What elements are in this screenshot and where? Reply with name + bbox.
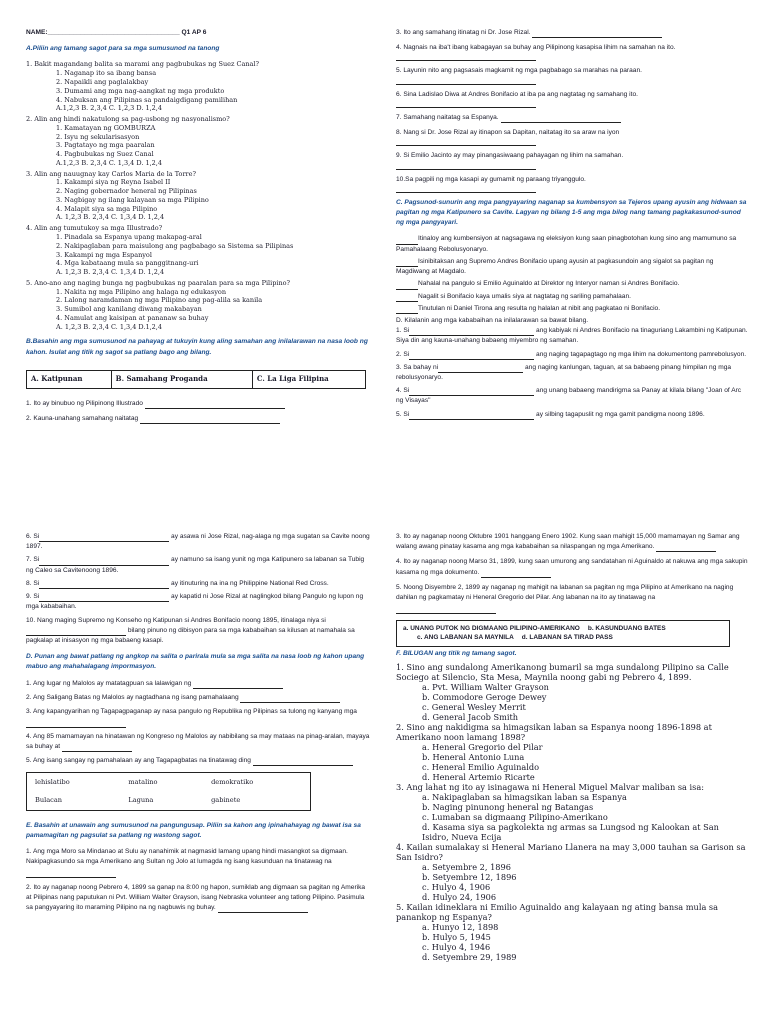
ordering-text: Tinutulan ni Daniel Tirona ang resulta ng halalan at nibit ang pagkatao ni Bonifacio.: [418, 304, 661, 312]
instruction-f: F. BILUGAN ang titik ng tamang sagot.: [396, 650, 517, 658]
answer-blank[interactable]: [532, 37, 662, 38]
answer-option[interactable]: d. Kasama siya sa pagkolekta ng armas sa Lungsod ng Kalookan at San Isidro, Nueva Ecija: [422, 822, 719, 843]
women-identification-list: [396, 326, 748, 420]
answer-options[interactable]: A.1,2,3 B. 2,3,4 C. 1,3,4 D. 1,2,4: [56, 158, 163, 167]
question-statement: 3. Pagtatayo ng mga paaralan: [56, 141, 155, 150]
question-item: [396, 902, 748, 962]
answer-blank[interactable]: [396, 301, 418, 302]
answer-blank[interactable]: [62, 751, 132, 752]
answer-option[interactable]: d. General Jacob Smith: [422, 712, 519, 723]
question-item: [26, 279, 370, 332]
item-text: 2. Ito ay naganap noong Pebrero 4, 1899 sa ganap na 8:00 ng hapon, sumiklab ang digmaan sa pagitan ng Amerika at Pilipinas nang paputukan ni Pvt. William Walter Grayson, isang Nebraska volunteer ang tatlong Pilipino. Pasimula sa pangyayaring ito maraming Pilipino na ng nagbuwis ng buhay.: [26, 883, 366, 912]
ordering-item: [396, 257, 748, 277]
question-item: [396, 842, 748, 902]
answer-blank[interactable]: [253, 765, 353, 766]
question-statement: 1. Nakita ng mga Pilipino ang halaga ng edukasyon: [56, 287, 227, 296]
event-item: [396, 583, 748, 614]
answer-option[interactable]: c. Heneral Emilio Aguinaldo: [422, 762, 540, 773]
fill-in-item: [26, 693, 370, 703]
multiple-choice-list: [26, 60, 370, 331]
ordering-item: [396, 304, 748, 314]
worksheet-page-3: [0, 512, 384, 1024]
association-statements: [396, 28, 748, 193]
statement-line: [396, 90, 748, 108]
circle-answer-list: [396, 662, 748, 962]
statement-text: 9. Si Emilio Jacinto ay may pinangasiwaang pahayagan ng lihim na samahan.: [396, 152, 624, 160]
item-text: bilang pinuno ng dibisyon para sa mga kababaihan sa kilusan at namahala sa pagkalap at inisasyon ng mga babaeng kasapi.: [26, 626, 355, 644]
word-choice: matalino: [128, 778, 158, 787]
answer-blank[interactable]: [409, 419, 534, 420]
item-text: 3. Ang kapangyarihan ng Tagapagpaganap ay nasa pangulo ng Republika ng Pilipinas sa tulong ng kanyang mga: [26, 708, 357, 716]
answer-option[interactable]: a. Setyembre 2, 1896: [422, 862, 511, 873]
statement-text: 4. Nagnais na iba't ibang kabagayan sa buhay ang Pilipinong kasapisa lihim na samahan na ito.: [396, 44, 676, 52]
item-prefix: 10. Nang maging Supremo ng Konseho ng Katipunan si Andres Bonifacio noong 1895, itinalaga niya si: [26, 616, 326, 624]
ordering-list: [396, 234, 748, 314]
question-statement: 4. Namulat ang kaisipan at pananaw sa buhay: [56, 313, 209, 322]
answer-option[interactable]: c. Hulyo 4, 1946: [422, 942, 491, 953]
answer-blank[interactable]: [26, 727, 126, 728]
item-prefix: 8. Si: [26, 579, 40, 587]
item-text: 2. Ang Saligang Batas ng Malolos ay nagtadhana ng isang pamahalaang: [26, 693, 239, 701]
answer-blank[interactable]: [39, 541, 169, 542]
identification-item: [396, 326, 748, 346]
answer-blank[interactable]: [26, 877, 116, 878]
question-statement: 2. Isyu ng sekularisasyon: [56, 132, 140, 141]
org-samahang-proganda: B. Samahang Proganda: [111, 370, 252, 388]
question-stem: 4. Kailan sumalakay si Heneral Mariano Llanera na may 3,000 tauhan sa Garison sa San Isidro?: [396, 842, 746, 863]
item-prefix: 2. Si: [396, 350, 410, 358]
question-statement: 1. Kakampi siya ng Reyna Isabel II: [56, 178, 171, 187]
answer-option[interactable]: d. Hulyo 24, 1906: [422, 892, 497, 903]
event-item: [396, 532, 748, 552]
answer-blank[interactable]: [396, 100, 536, 108]
answer-blank[interactable]: [39, 565, 169, 566]
item-text: ang naging kanlungan, taguan, at sa babaeng pinang himpilan ng mga rebolusyonaryo.: [396, 363, 732, 382]
worksheet-page-2: [384, 0, 768, 512]
identification-item: [396, 410, 748, 420]
statement-text: 3. Ito ang samahang itinatag ni Dr. Jose Rizal.: [396, 29, 531, 36]
instruction-c: C. Pagsunod-sunurin ang mga pangyayaring naganap sa kumbensyon sa Tejeros upang ayusin ang hidwaan sa pagitan ng mga Katipunero sa Cavite. Lagyan ng bilang 1-5 ang mga bilog nang tamang pagkakasunod-sunod ng mga pangyayari.: [396, 198, 747, 227]
identification-item: [26, 532, 370, 552]
question-statement: 4. Mga kabataang mula sa panggitnang-uri: [56, 259, 199, 268]
question-stem: 1. Sino ang sundalong Amerikanong bumaril sa mga sundalong Pilipino sa Calle Sociego at Silencio, Sta Mesa, Maynila noong gabi ng Pebrero 4, 1899.: [396, 662, 729, 683]
answer-blank[interactable]: [409, 359, 534, 360]
answer-blank[interactable]: [656, 551, 716, 552]
item-text: ay itinuturing na ina ng Philippine National Red Cross.: [171, 579, 329, 587]
statement-line: [396, 128, 748, 146]
item-text: 1. Ang lugar ng Malolos ay matatagpuan sa lalawigan ng: [26, 679, 192, 687]
item-prefix: 3. Sa bahay ni: [396, 363, 439, 371]
answer-option[interactable]: b. Setyembre 12, 1896: [422, 872, 517, 883]
fill-in-item: [26, 679, 370, 689]
answer-option[interactable]: a. Hunyo 12, 1898: [422, 922, 499, 933]
question-statement: 1. Naganap ito sa ibang bansa: [56, 69, 157, 78]
answer-blank[interactable]: [396, 244, 418, 245]
instruction-d: D. Kilalanin ang mga kababaihan na inilalarawan sa bawat bilang.: [396, 316, 589, 324]
ordering-item: [396, 292, 748, 302]
question-stem: 3. Alin ang nauugnay kay Carlos Maria de la Torre?: [26, 169, 196, 178]
question-item: [26, 60, 370, 113]
answer-blank[interactable]: [26, 635, 126, 636]
event-choice-box: [396, 620, 730, 648]
statement-line: [396, 175, 748, 193]
question-stem: 2. Sino ang nakidigma sa himagsikan laban sa Espanya noong 1896-1898 at Amerikano noon lamang 1898?: [396, 722, 712, 743]
item-prefix: 9. Si: [26, 593, 40, 601]
fill-in-list: [26, 679, 370, 767]
answer-option[interactable]: d. Setyembre 29, 1989: [422, 952, 517, 963]
event-identification-list: [26, 847, 370, 913]
answer-blank[interactable]: [218, 912, 308, 913]
question-stem: 5. Kailan idineklara ni Emilio Aguinaldo ang kalayaan ng ating bansa mula sa panankop ng Espanya?: [396, 902, 719, 923]
b-item: 2. Kauna-unahang samahang naitatag: [26, 414, 370, 424]
answer-blank[interactable]: [145, 408, 285, 409]
answer-blank[interactable]: [396, 138, 536, 146]
instruction-b: B.Basahin ang mga sumusunod na pahayag at tukuyin kung aling samahan ang inilalarawan na nasa loob ng kahon. Isulat ang titik ng sagot sa patlang bago ang bilang.: [26, 338, 368, 356]
statement-line: [396, 43, 748, 61]
statement-text: 10.Sa pagpili ng mga kasapi ay gumamit ng paraang triyanggulo.: [396, 175, 586, 183]
worksheet-page-4: [384, 512, 768, 1024]
answer-option[interactable]: b. Heneral Antonio Luna: [422, 752, 525, 763]
question-stem: 4. Alin ang tumutukoy sa mga Illustrado?: [26, 224, 163, 233]
answer-blank[interactable]: [39, 588, 169, 589]
ordering-item: [396, 234, 748, 254]
instruction-a: A.Piliin ang tamang sagot para sa mga sumusunod na tanong: [26, 45, 220, 53]
word-choice: gabinete: [211, 796, 241, 805]
question-statement: 4. Malapit siya sa mga Pilipino: [56, 204, 158, 213]
answer-blank[interactable]: [396, 185, 536, 193]
word-box: [26, 772, 311, 810]
statement-line: [396, 151, 748, 169]
question-statement: 2. Napaikli ang paglalakbay: [56, 77, 149, 86]
question-statement: 2. Lalong naramdaman ng mga Pilipino ang pag-alila sa kanila: [56, 296, 263, 305]
choice-c: c. ANG LABANAN SA MAYNILA: [417, 634, 514, 642]
statement-line: [396, 66, 748, 84]
item-prefix: 1. Si: [396, 327, 410, 335]
women-identification-continued: [26, 532, 370, 646]
worksheet-page-1: [0, 0, 384, 512]
identification-item: [396, 386, 748, 406]
answer-blank[interactable]: [396, 313, 418, 314]
org-katipunan: A. Katipunan: [27, 370, 112, 388]
answer-blank[interactable]: [481, 577, 551, 578]
answer-blank[interactable]: [396, 53, 536, 61]
answer-blank[interactable]: [140, 423, 280, 424]
question-stem: 1. Bakit magandang balita sa marami ang pagbubukas ng Suez Canal?: [26, 60, 259, 69]
event-item: [26, 847, 370, 878]
question-statement: 2. Nakipaglaban para maisulong ang pagbabago sa Sistema sa Pilipinas: [56, 241, 294, 250]
ordering-text: Nahalal na pangulo si Emilio Aguinaldo at Direktor ng Interyor naman si Andres Bonifacio.: [418, 280, 680, 288]
answer-option[interactable]: c. Hulyo 4, 1906: [422, 882, 491, 893]
organization-choices: [26, 370, 366, 389]
question-item: [26, 115, 370, 168]
statement-line: [396, 113, 748, 123]
answer-blank[interactable]: [396, 613, 496, 614]
event-identification-continued: [396, 532, 748, 614]
item-prefix: 7. Si: [26, 556, 40, 564]
fill-in-item: [26, 732, 370, 752]
event-item: [396, 557, 748, 577]
identification-item: [26, 616, 370, 647]
word-choice: lehislatibo: [35, 778, 70, 787]
item-text: 1. Ang mga Moro sa Mindanao at Sulu ay nanahimik at nagmasid lamang upang hindi masangkot sa digmaan. Nakipagkasundo sa mga Amerikano ang Sultan ng Jolo at lumagda ng isang kasunduan na tinatawag na: [26, 848, 348, 866]
question-statement: 4. Pagbubukas ng Suez Canal: [56, 150, 154, 159]
ordering-text: Itinaloy ang kumbensiyon at nagsagawa ng eleksiyon kung saan pinagbotohan kung sino ang mamumuno sa Pamahalaang Rebolusyonaryo.: [396, 235, 737, 253]
answer-blank[interactable]: [240, 702, 340, 703]
org-la-liga-filipina: C. La Liga Filipina: [252, 370, 365, 388]
answer-blank[interactable]: [396, 77, 536, 85]
choice-d: d. LABANAN SA TIRAD PASS: [521, 634, 613, 642]
statement-text: 6. Sina Ladislao Diwa at Andres Bonifacio at iba pa ang nagtatag ng samahang ito.: [396, 90, 638, 98]
question-statement: 1. Pinadala sa Espanya upang makapag-aral: [56, 232, 202, 241]
question-stem: 5. Ano-ano ang naging bunga ng pagbubukas ng paaralan para sa mga Pilipino?: [26, 278, 291, 287]
fill-in-item: [26, 707, 370, 727]
item-text: ang naging tagapagtago ng mga lihim na dokumentong pamrebolusyon.: [536, 350, 747, 358]
word-choice: demokratiko: [211, 778, 254, 787]
word-choice: Laguna: [128, 796, 154, 805]
statement-text: 8. Nang si Dr. Jose Rizal ay itinapon sa Dapitan, naitatag ito sa araw na iyon: [396, 129, 620, 137]
item-text: ang kabiyak ni Andres Bonifacio na tinaguriang Lakambini ng Katipunan. Siya din ang kauna-unahang babaeng miyembro ng samahan.: [396, 327, 748, 345]
item-text: 4. Ang 85 mamamayan na hinatawan ng Kongreso ng Malolos ay nabibilang sa may mataas na pinag-aralan, mayaya sa buhay at: [26, 732, 370, 750]
instruction-d2: D. Punan ang bawat patlang ng angkop na salita o parirala mula sa mga salita na nasa loob ng kahon upang mabuo ang mahahalagang impormasyon.: [26, 653, 365, 671]
ordering-text: Nagalit si Bonifacio kaya umalis siya at nagtatag ng sariling pamahalaan.: [418, 292, 631, 300]
answer-option[interactable]: a. Pvt. William Walter Grayson: [422, 682, 549, 693]
question-item: [26, 224, 370, 277]
answer-option[interactable]: b. Naging pinunong heneral ng Batangas: [422, 802, 594, 813]
item-text: ay namuno sa isang yunit ng mga Katipunero sa labanan sa Tubig ng Caleo sa Cavitenoong 1896.: [26, 556, 365, 574]
question-statement: 1. Kamatayan ng GOMBURZA: [56, 123, 156, 132]
question-statement: 3. Nagbigay ng ilang kalayaan sa mga Pilipino: [56, 195, 209, 204]
question-statement: 4. Nabuksan ang Pilipinas sa pandaigdigang pamilihan: [56, 95, 238, 104]
answer-options[interactable]: A. 1,2,3 B. 2,3,4 C. 1,3,4 D. 1,2,4: [56, 213, 165, 222]
item-prefix: 4. Si: [396, 387, 410, 395]
answer-option[interactable]: c. General Wesley Merrit: [422, 702, 526, 713]
question-statement: 3. Dumami ang mga nag-aangkat ng mga produkto: [56, 86, 225, 95]
item-text: 4. Ito ay naganap noong Marso 31, 1899, kung saan umurong ang sandatahan ni Aguinaldo at nakuwa ang mga sakupin kasama ng mga dokumento.: [396, 558, 748, 576]
name-header: NAME:____________________________________ Q1 AP 6: [26, 29, 207, 36]
choice-a: a. UNANG PUTOK NG DIGMAANG PILIPINO-AMERIKANO: [403, 624, 580, 632]
answer-blank[interactable]: [501, 122, 621, 123]
statement-text: 7. Samahang naitatag sa Espanya.: [396, 113, 499, 121]
choice-b: b. KASUNDUANG BATES: [587, 624, 666, 632]
answer-option[interactable]: d. Heneral Artemio Ricarte: [422, 772, 535, 783]
ordering-text: Isinibitaksan ang Supremo Andres Bonifacio upang ayusin at pagkasundoin ang sigalot sa pagitan ng Magdiwang at Magdalo.: [396, 257, 714, 276]
statement-text: 5. Layunin nito ang pagsasais magkamit ng mga pagbabago sa marahas na paraan.: [396, 67, 642, 75]
answer-option[interactable]: b. Commodore Geroge Dewey: [422, 692, 547, 703]
question-stem: 2. Alin ang hindi nakatulong sa pag-usbong ng nasyonalismo?: [26, 115, 230, 124]
question-item: [396, 722, 748, 782]
identification-item: [396, 363, 748, 383]
answer-option[interactable]: a. Nakipaglaban sa himagsikan laban sa Espanya: [422, 792, 627, 803]
item-text: 5. Noong Disyembre 2, 1899 ay naganap ng mahigit na labanan sa pagitan ng mga Pilipino at Amerikano na naging dahilan ng pagkamatay ni Heneral Gregorio del Pilar. Ang labanan na ito ay tinatawag na: [396, 583, 734, 602]
item-text: 3. Ito ay naganap noong Oktubre 1901 hanggang Enero 1902. Kung saan mahigit 15,000 mamamayan ng Samar ang walang awang pinatay kasama ang mga kababaihan sa nilaspangan ng mga Amerikano.: [396, 533, 740, 551]
identification-item: [26, 555, 370, 575]
answer-options[interactable]: A. 1,2,3 B. 2,3,4 C. 1,3,4 D. 1,2,4: [56, 268, 165, 277]
statement-line: [396, 28, 748, 38]
answer-option[interactable]: b. Hulyo 5, 1945: [422, 932, 491, 943]
question-statement: 3. Kakampi ng mga Espanyol: [56, 250, 152, 259]
word-choice: Bulacan: [35, 796, 63, 805]
identification-item: [26, 579, 370, 589]
item-prefix: 6. Si: [26, 533, 40, 540]
instruction-e: E. Basahin at unawain ang sumusunod na pangungusap. Piliin sa kahon ang ipinahahayag ng bawat isa sa pamamagitan ng pagsulat sa patlang ng wastong sagot.: [26, 821, 361, 839]
question-item: [396, 782, 748, 842]
fill-in-item: [26, 756, 370, 766]
item-text: ay asawa ni Jose Rizal, nag-alaga ng mga sugatan sa Cavite noong 1897.: [26, 533, 370, 551]
item-text: ay silbing tagapuslit ng mga gamit pandigma noong 1896.: [536, 410, 705, 418]
item-prefix: 5. Si: [396, 410, 410, 418]
item-text: ang unang babaeng mandirigma sa Panay at kilala bilang "Joan of Arc ng Visayas": [396, 387, 742, 405]
answer-blank[interactable]: [396, 266, 418, 267]
answer-blank[interactable]: [438, 372, 523, 373]
question-statement: 2. Naging gobernador heneral ng Pilipinas: [56, 187, 197, 196]
answer-options[interactable]: A. 1,2,3 B. 2,3,4 C. 1,3,4 D.1,2,4: [56, 322, 163, 331]
answer-option[interactable]: c. Lumaban sa digmaang Pilipino-Amerikano: [422, 812, 608, 823]
identification-item: [26, 592, 370, 612]
item-text: 5. Ang isang sangay ng pamahalaan ay ang Tagapagbatas na tinatawag ding: [26, 756, 251, 764]
answer-option[interactable]: a. Heneral Gregorio del Pilar: [422, 742, 543, 753]
question-item: [26, 170, 370, 223]
answer-blank[interactable]: [396, 162, 536, 170]
event-item: [26, 883, 370, 914]
item-text: ay kapatid ni Jose Rizal at naglingkod bilang Pangulo ng lupon ng mga kababaihan.: [26, 593, 364, 611]
question-item: [396, 662, 748, 722]
answer-blank[interactable]: [396, 289, 418, 290]
question-stem: 3. Ang lahat ng ito ay isinagawa ni Heneral Miguel Malvar maliban sa isa:: [396, 782, 704, 793]
identification-item: [396, 350, 748, 360]
question-statement: 3. Sumibol ang kanilang diwang makabayan: [56, 305, 202, 314]
answer-options[interactable]: A.1,2,3 B. 2,3,4 C. 1,2,3 D. 1,2,4: [56, 104, 163, 113]
b-item: 1. Ito ay binubuo ng Pilipinong Illustrado: [26, 399, 370, 409]
answer-blank[interactable]: [193, 688, 283, 689]
ordering-item: [396, 279, 748, 289]
